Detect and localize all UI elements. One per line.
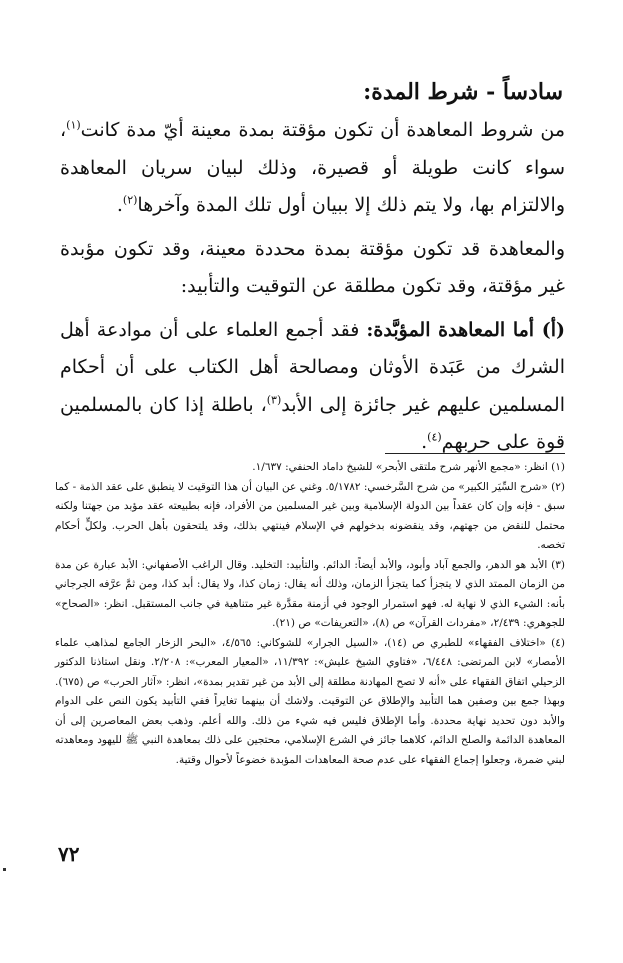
footnote-number: (٣) [551, 558, 565, 571]
footnote-1 [55, 458, 565, 478]
paragraph-3-text-cont: ، باطلة إذا كان بالمسلمين قوة على حربهم [60, 393, 565, 453]
section-heading: سادساً - شرط المدة: [363, 79, 563, 105]
scan-mark [3, 868, 6, 871]
paragraph-1 [60, 112, 565, 225]
paragraph-1-text-cont: ، سواء كانت طويلة أو قصيرة، وذلك لبيان سريان المعاهدة والالتزام بها، ولا يتم ذلك إلا ببيان أول تلك المدة وآخرها [60, 119, 565, 216]
paragraph-3-lead: (أ) أما المعاهدة المؤبَّدة: [366, 318, 566, 341]
footnote-2 [55, 478, 565, 556]
footnote-4 [55, 634, 565, 771]
footnote-number: (٤) [551, 636, 565, 649]
paragraph-3-end: . [421, 431, 428, 453]
footnote-text: انظر: «مجمع الأنهر شرح ملتقى الأبحر» للشيخ داماد الحنفي: ١/٦٣٧. [252, 461, 548, 473]
footnote-text: الأبد هو الدهر، والجمع آباد وأبود، والأبد أيضاً: الدائم. والتأبيد: التخليد. وقال الراغب الأصفهاني: الأبد عبارة عن مدة من الزمان الممتد الذي لا يتجزأ كما يتجزأ الزمان، وذلك أنه يقال: زمان كذا، ولا يقال: أبد كذا، ومن ثمَّ عرَّفه الجرجاني بأنه: الشيء الذي لا نهاية له. فهو استمرار الوجود في أزمنة مقدَّرة غير متناهية في جانب المستقبل. انظر: «الصحاح» للجوهري: ٢/٤٣٩، «مفردات القرآن» ص (٨)، «التعريفات» ص (٢١). [55, 558, 565, 629]
footnotes-section [55, 458, 565, 770]
footnote-number: (١) [551, 461, 565, 473]
paragraph-1-text: من شروط المعاهدة أن تكون مؤقتة بمدة معينة أيّ مدة كانت [80, 119, 565, 141]
footnote-ref-1[interactable]: (١) [66, 118, 81, 132]
footnote-text: «اختلاف الفقهاء» للطبري ص (١٤)، «السيل الجرار» للشوكاني: ٤/٥٦٥، «البحر الزخار الجامع لمذاهب علماء الأمصار» لابن المرتضى: ٦/٤٤٨، «فتاوي الشيخ عليش»: ١١/٣٩٢، «المعيار المعرب»: ٢/٢٠٨. ونقل استاذنا الدكتور الزحيلي اتفاق الفقهاء على «أنه لا تصح المهادنة مطلقة إلى الأبد من غير تقدير بمدة»، انظر: «آثار الحرب» ص (٦٧٥). وبهذا جمع بين وصفين هما التأبيد والإطلاق عن التوقيت. ولاشك أن بينهما تغايراً ففي التأبيد يكون النص على الدوام والأبد دون تحديد نهاية محددة. وأما الإطلاق فليس فيه شيء من ذلك. والله أعلم. وذهب بعض المعاصرين إلى أن المعاهدة الدائمة والصلح الدائم، كلاهما جائز في الشرع الإسلامي، محتجين على ذلك بمعاهدة النبي ﷺ لليهود ومعاهدته لبني ضمرة، وجعلوا إجماع الفقهاء على عدم صحة المعاهدات المؤبدة خضوعاً لأحوال وقتية. [55, 636, 565, 766]
footnote-ref-4[interactable]: (٤) [427, 430, 442, 444]
main-text [60, 112, 565, 462]
footnote-text: «شرح السِّيَر الكبير» من شرح السَّرخسي: ٥/١٧٨٢. وغني عن البيان أن هذا التوقيت لا ينطبق على عقد الذمة - كما سبق - فإنه وإن كان عقداً بين الدولة الإسلامية وبين غير المسلمين من الأفراد، فإنه بطبيعته عقد مؤبد من جهتنا ولكنه محتمل للنقض من جهتهم، وقد ينقضونه بدخولهم في الإسلام فينتهي بذلك، وقد يلتحقون بأهل الحرب. ولكلٍّ أحكام تخصه. [55, 480, 565, 551]
paragraph-3-text: فقد أجمع العلماء على أن موادعة أهل الشرك من عَبَدة الأوثان ومصالحة أهل الكتاب على أن أحكام المسلمين عليهم غير جائزة إلى الأبد [60, 318, 565, 416]
footnote-number: (٢) [551, 480, 565, 493]
page-number: ٧٢ [58, 842, 80, 866]
paragraph-3 [60, 312, 565, 462]
paragraph-1-end: . [116, 194, 123, 216]
footnote-divider [385, 453, 565, 454]
footnote-3 [55, 556, 565, 634]
paragraph-2: والمعاهدة قد تكون مؤقتة بمدة محددة معينة، وقد تكون مؤبدة غير مؤقتة، وقد تكون مطلقة عن التوقيت والتأبيد: [60, 237, 565, 297]
footnote-ref-3[interactable]: (٣) [266, 393, 282, 407]
footnote-ref-2[interactable]: (٢) [122, 193, 138, 207]
